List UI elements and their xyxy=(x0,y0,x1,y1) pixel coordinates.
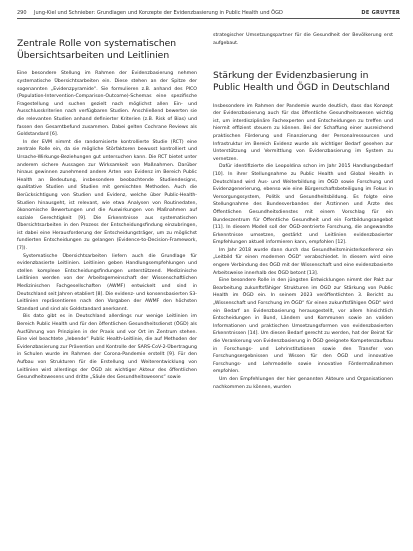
paragraph: Systematische Übersichtsarbeiten liefern auch die Grundlage für evidenzbasierte Leitlinien. Leitlinien geben Handlungsempfehlungen und stellen komplexe Entscheidungsfindungen unterstützend. Medizinische Leitlinien werden von der Arbeitsgemeinschaft der Wissenschaftlichen Medizinischen Fachgesellschaften (AWMF) entwickelt und sind in Deutschland seit Jahren etabliert [8]. Die evidenz- und konsensbasierten S3-Leitlinien repräsentieren nach den Vorgaben der AWMF den höchsten Standard und sind als Goldstandard anerkannt. xyxy=(17,253,197,312)
paragraph: Dafür identifizierte die Leopoldina schon im Jahr 2015 Handlungsbedarf [10]. In ihrer Stellungnahme zu Public Health und Global Health in Deutschland wird Aus- und Weiterbildung im ÖGD sowie Forschung und Evidenzgenerierung, ebenso wie eine Bürgerschaftsbeteiligung im Fokus in Versorgungssystem, Politik und Gesundheitsbildung. Es folgte eine Stellungnahme des Bundesverbandes der Ärztinnen und Ärzte des Öffentlichen Gesundheitsdienstes mit einem Vorschlag für ein Bundeszentrum für Öffentliche Gesundheit und ein Fortbildungsangebot [11]. In diesem Modell soll der ÖGD-zentrierte Forschung, die angewandte Erkenntnisse umsetzen, gestärkt und Leitlinien evidenzbasierter Empfehlungen aktuell informieren kann, empfohlen [12]. xyxy=(213,164,393,246)
paragraph: Eine besondere Rolle in den jüngsten Entwicklungen nimmt der Pakt zur Bearbeitung zukunftsfähiger Strukturen im ÖGD zur Stärkung von Public Health im ÖGD ein. In seinem 2023 veröffentlichten 3. Bericht zu „Wissenschaft und Forschung im ÖGD“ für einen zukunftsfähigen ÖGD“ wird ein Bedarf an Evidenzbasierung herausgestellt, vor allem hinsichtlich Entscheidungen in Bund, Ländern und Kommunen sowie an validen Informationen und praktischen Umsetzungsformen von evidenzbasierten Erkenntnissen [14]. Um diesen Bedarf gerecht zu werden, hat der Beirat für die Verankerung von Evidenzbasierung in ÖGD geeignete Kompetenzaufbau in Forschungs- und Lehrinstitutionen sowie den Transfer von Forschungsergebnissen und Wissen für den ÖGD und innovative Forschungs- und Lehrmodelle sowie innovative Fördermaßnahmen empfohlen. xyxy=(213,278,393,375)
publisher-logo: DE GRUYTER xyxy=(361,10,400,16)
section-heading-strengthening-evidence: Stärkung der Evidenzbasierung in Public Health und ÖGD in Deutschland xyxy=(213,70,390,94)
continued-paragraph: strategischer Umsetzungspartner für die Gesundheit der Bevölkerung erst aufgebaut. xyxy=(213,33,393,46)
paragraph: Bis dato gibt es in Deutschland allerdings nur wenige Leitlinien im Bereich Public Health und für den öffentlichen Gesundheitsdienst (ÖGD) als Ausführung von Prinzipien in der Praxis und vor Ort im Zentrum stehen. Eine viel beachtete „lebende“ Public Health-Leitlinie, die auf Methoden der Evidenzbasierung zur Prävention und Kontrolle der SARS-CoV-2-Übertragung in Schulen wurde im Rahmen der Corona-Pandemie erstellt [9]. Für den Aufbau von Strukturen für die Erstellung und Weiterentwicklung von Leitlinien wird allerdings der ÖGD als wichtiger Akteur des öffentlichen Gesundheitswesens und dritte „Säule des Gesundheitswesens“ sowie xyxy=(17,314,197,381)
section-heading-systematic-reviews: Zentrale Rolle von systematischen Übersichtsarbeiten und Leitlinien xyxy=(17,38,177,62)
paragraph: Um den Empfehlungen der hier genannten Akteure und Organisationen nachkommen zu können, wurden xyxy=(213,376,393,390)
running-title: Jung-Kiel und Schnieber: Grundlagen und Konzepte der Evidenzbasierung in Public Health und ÖGD xyxy=(34,10,283,16)
left-column xyxy=(17,38,197,382)
right-column xyxy=(213,33,393,391)
paragraph: Im Jahr 2018 wurde dann durch das Gesundheitsministerkonferenz ein „Leitbild für einen modernen ÖGD“ verabschiedet. In diesem wird eine engere Verbindung des ÖGD mit der Wissenschaft und eine evidenzbasierte Arbeitsweise innerhalb des ÖGD betont [13]. xyxy=(213,247,393,276)
paragraph: Insbesondere im Rahmen der Pandemie wurde deutlich, dass das Konzept der Evidenzbasierung auch für das öffentliche Gesundheitswesen wichtig ist, um interdisziplinäre Fachexperten und Entscheidungen zu treffen und hiermit effizient steuern zu können. Bei der Schaffung einer ausreichend praktischen Förderung und Finanzierung der Personalressourcen und Infrastruktur im Bereich Evidenz wurde als wichtiger Bedarf gesehen zur Unterstützung und Vermittlung von Evidenzbasierung im System zu vernetzen. xyxy=(213,103,393,162)
running-header xyxy=(17,8,400,19)
page-number: 290 xyxy=(17,10,27,16)
paragraph: In der EVM nimmt die randomisierte kontrollierte Studie (RCT) eine zentrale Rolle ein, da sie mögliche Störfaktoren bewusst kontrolliert und Ursache-Wirkungs-Beziehungen gut untersuchen kann. Die RCT bietet unter anderem sichere Aussagen zur Wirksamkeit von Maßnahmen. Darüber hinaus gewinnen zunehmend andere Arten von Evidenz im Bereich Public Health an Bedeutung, insbesondere beobachtende Studiendesigns, qualitative Studien und Studien mit gemischten Methoden. Auch die Berücksichtigung von Studien und Evidenz, welche über Public-Health-Studien hinausgeht, ist relevant, wie etwa Analysen von Routinedaten, ökonomische Bewertungen und die Auswirkungen von Maßnahmen auf soziale Gerechtigkeit [9]. Die Erkenntnisse aus systematischen Übersichtsarbeiten in den Prozess der Entscheidungsfindung einzubringen, ist dabei eine Herausforderung der Entscheidungsträger, um zu möglichst fundierten Entscheidungen zu gelangen (Evidence-to-Decision-Framework, [7]). xyxy=(17,139,197,252)
paragraph: Eine besondere Stellung im Rahmen der Evidenzbasierung nehmen systematische Übersichtsarbeiten ein. Diese stehen an der Spitze der sogenannten „Evidenzpyramide“. Sie formulieren z.B. anhand des PICO (Population-Intervention-Comparison-Outcome)-Schemas eine spezifische Fragestellung und suchen gezielt nach möglichst allen Ein- und Ausschlusskriterien nach verfügbaren Studien. Anschließend bewerten sie die relevanten Studien anhand definierter Kriterien (z.B. Risk of Bias) und fassen den Gesamtbefund zusammen. Dabei gelten Cochrane Reviews als Goldstandard [6]. xyxy=(17,71,197,138)
